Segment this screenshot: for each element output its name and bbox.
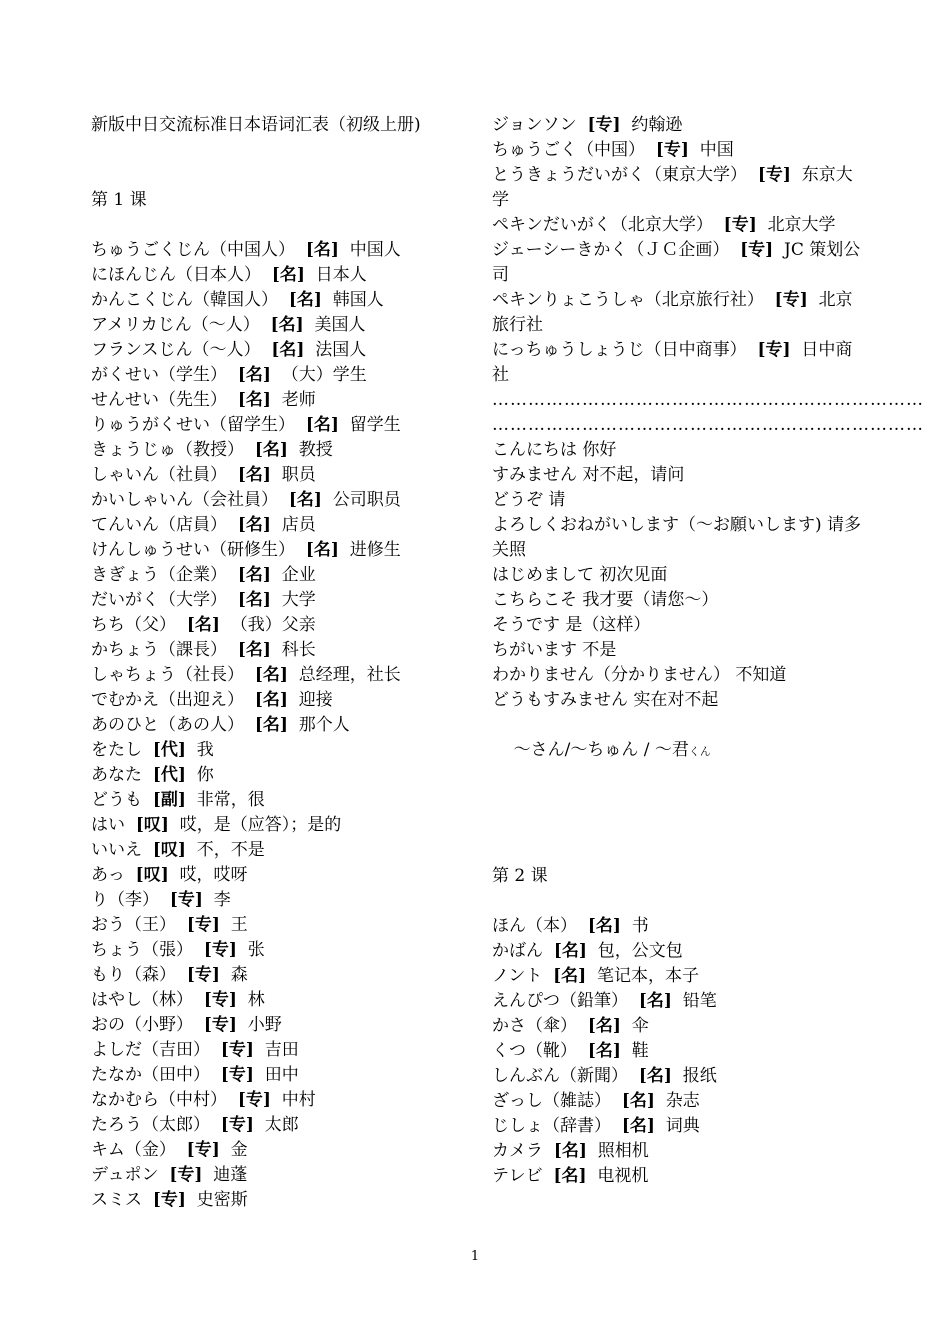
vocab-entry [492, 163, 862, 213]
vocab-entry [91, 338, 461, 363]
phrase-chinese: 不是 [582, 640, 617, 660]
vocab-word: り（李） [91, 890, 159, 910]
vocab-entry [492, 288, 862, 338]
vocab-meaning: 北京大学 [767, 215, 836, 235]
part-of-speech: [专] [757, 165, 791, 185]
phrase-chinese: 我才要（请您～） [582, 590, 719, 610]
vocab-word: かんこくじん（韓国人） [91, 290, 278, 310]
part-of-speech: [名] [621, 1091, 655, 1111]
phrase-entry [492, 613, 862, 638]
vocab-meaning: 日中商社 [492, 340, 853, 385]
vocab-meaning: 中村 [281, 1090, 316, 1110]
vocab-meaning: 鞋 [631, 1041, 649, 1061]
vocab-word: もり（森） [91, 965, 176, 985]
phrase-japanese: どうもすみません [492, 690, 628, 710]
part-of-speech: [专] [169, 1165, 203, 1185]
part-of-speech: [专] [186, 915, 220, 935]
vocab-word: ちゅうごく（中国） [492, 140, 645, 160]
phrase-entry [492, 638, 862, 663]
phrase-chinese: 请多关照 [492, 515, 862, 560]
lesson-1-heading: 第 1 课 [91, 190, 147, 210]
vocab-word: がくせい（学生） [91, 365, 227, 385]
part-of-speech: [专] [220, 1115, 254, 1135]
vocab-entry [492, 1039, 862, 1064]
vocab-meaning: 杂志 [665, 1091, 700, 1111]
part-of-speech: [名] [254, 440, 288, 460]
vocab-entry [492, 939, 862, 964]
vocab-entry [91, 313, 461, 338]
phrase-japanese: そうです [492, 615, 560, 635]
vocab-word: じしょ（辞書） [492, 1116, 611, 1136]
vocab-entry [91, 388, 461, 413]
phrase-japanese: こちらこそ [492, 590, 577, 610]
vocab-word: かばん [492, 941, 543, 961]
vocab-entry [492, 1114, 862, 1139]
phrase-chinese: 对不起，请问 [582, 465, 685, 485]
vocab-entry [91, 238, 461, 263]
vocab-entry [492, 1089, 862, 1114]
vocab-meaning: 留学生 [349, 415, 401, 435]
part-of-speech: [名] [237, 390, 271, 410]
part-of-speech: [专] [152, 1190, 186, 1210]
vocab-entry [91, 938, 461, 963]
vocab-entry [91, 1113, 461, 1138]
part-of-speech: [名] [553, 1166, 587, 1186]
part-of-speech: [名] [638, 1066, 672, 1086]
vocab-entry [91, 1188, 461, 1213]
vocab-word: くつ（靴） [492, 1041, 577, 1061]
vocab-meaning: 那个人 [298, 715, 350, 735]
vocab-word: けんしゅうせい（研修生） [91, 540, 295, 560]
vocab-word: きょうじゅ（教授） [91, 440, 244, 460]
vocab-meaning: 约翰逊 [631, 115, 683, 135]
vocab-entry [91, 1038, 461, 1063]
vocab-word: ほん（本） [492, 916, 577, 936]
vocab-word: でむかえ（出迎え） [91, 690, 244, 710]
vocab-meaning: 你 [196, 765, 214, 785]
vocab-word: しゃいん（社員） [91, 465, 227, 485]
part-of-speech: [名] [305, 415, 339, 435]
part-of-speech: [名] [553, 966, 587, 986]
vocab-word: ジョンソン [492, 115, 577, 135]
part-of-speech: [名] [553, 1141, 587, 1161]
vocab-meaning: 科长 [281, 640, 316, 660]
separator-dots: ……………………………………………………………… [492, 390, 924, 410]
vocab-meaning: 张 [247, 940, 265, 960]
part-of-speech: [专] [203, 990, 237, 1010]
vocab-entry [91, 363, 461, 388]
phrase-entry [492, 438, 862, 463]
vocab-word: デュポン [91, 1165, 159, 1185]
vocab-meaning: 中国 [699, 140, 734, 160]
lesson-2-vocab-list [492, 914, 862, 1189]
vocab-meaning: 包，公文包 [597, 941, 683, 961]
part-of-speech: [专] [774, 290, 808, 310]
phrase-entry [492, 663, 862, 688]
vocab-entry [492, 338, 862, 388]
vocab-word: てんいん（店員） [91, 515, 227, 535]
vocab-meaning: 金 [230, 1140, 248, 1160]
vocab-word: フランスじん（～人） [91, 340, 261, 360]
vocab-word: かちょう（課長） [91, 640, 227, 660]
part-of-speech: [名] [254, 690, 288, 710]
document-title: 新版中日交流标准日本语词汇表（初级上册) [91, 115, 421, 135]
vocab-meaning: 伞 [631, 1016, 649, 1036]
vocab-entry [91, 913, 461, 938]
vocab-entry [91, 788, 461, 813]
vocab-meaning: 职员 [281, 465, 316, 485]
vocab-word: おの（小野） [91, 1015, 193, 1035]
vocab-meaning: 日本人 [315, 265, 367, 285]
part-of-speech: [名] [254, 665, 288, 685]
vocab-word: にほんじん（日本人） [91, 265, 261, 285]
part-of-speech: [名] [305, 240, 339, 260]
suffix-ruby: くん [688, 745, 711, 758]
vocab-entry [91, 413, 461, 438]
vocab-meaning: 铅笔 [682, 991, 717, 1011]
part-of-speech: [名] [638, 991, 672, 1011]
vocab-meaning: 企业 [281, 565, 316, 585]
lesson-1-phrase-list [492, 438, 862, 713]
vocab-word: ちょう（張） [91, 940, 193, 960]
part-of-speech: [名] [270, 315, 304, 335]
phrase-japanese: すみません [492, 465, 577, 485]
vocab-word: おう（王） [91, 915, 176, 935]
vocab-entry [91, 763, 461, 788]
vocab-entry [492, 213, 862, 238]
vocab-entry [91, 513, 461, 538]
vocab-meaning: 北京旅行社 [492, 290, 853, 335]
vocab-entry [91, 438, 461, 463]
part-of-speech: [专] [220, 1065, 254, 1085]
vocab-meaning: 哎，是（应答）；是的 [179, 815, 342, 835]
vocab-entry [91, 638, 461, 663]
vocab-entry [91, 888, 461, 913]
vocab-word: だいがく（大学） [91, 590, 227, 610]
vocab-word: たろう（太郎） [91, 1115, 210, 1135]
vocab-meaning: 哎，哎呀 [179, 865, 248, 885]
vocab-meaning: 田中 [264, 1065, 299, 1085]
vocab-word: りゅうがくせい（留学生） [91, 415, 295, 435]
part-of-speech: [名] [237, 640, 271, 660]
vocab-entry [492, 1164, 862, 1189]
vocab-word: はやし（林） [91, 990, 193, 1010]
vocab-entry [492, 238, 862, 288]
vocab-word: ちち（父） [91, 615, 176, 635]
vocab-word: たなか（田中） [91, 1065, 210, 1085]
vocab-word: しんぶん（新聞） [492, 1066, 628, 1086]
vocab-word: アメリカじん（～人） [91, 315, 260, 335]
vocab-meaning: 东京大学 [492, 165, 853, 210]
part-of-speech: [专] [237, 1090, 271, 1110]
phrase-chinese: 请 [548, 490, 566, 510]
phrase-entry [492, 463, 862, 488]
vocab-word: カメラ [492, 1141, 543, 1161]
vocab-meaning: JC 策划公司 [492, 240, 861, 285]
part-of-speech: [代] [152, 740, 186, 760]
vocab-entry [91, 588, 461, 613]
phrase-japanese: よろしくおねがいします（～お願いします) [492, 515, 822, 535]
part-of-speech: [专] [757, 340, 791, 360]
phrase-chinese: 实在对不起 [633, 690, 719, 710]
part-of-speech: [专] [203, 1015, 237, 1035]
vocab-entry [91, 488, 461, 513]
phrase-japanese: はじめまして [492, 565, 594, 585]
vocab-meaning: 报纸 [682, 1066, 717, 1086]
vocab-word: あっ [91, 865, 125, 885]
vocab-entry [91, 463, 461, 488]
vocab-entry [91, 663, 461, 688]
vocab-meaning: 大学 [281, 590, 316, 610]
vocab-meaning: 林 [247, 990, 265, 1010]
phrase-japanese: わかりません（分かりません） [492, 665, 730, 685]
part-of-speech: [名] [271, 340, 305, 360]
lesson-2-heading: 第 2 课 [492, 866, 548, 886]
lesson-1-vocab-continued [492, 113, 862, 388]
part-of-speech: [名] [587, 1016, 621, 1036]
part-of-speech: [名] [621, 1116, 655, 1136]
vocab-word: ペキンだいがく（北京大学） [492, 215, 713, 235]
vocab-meaning: 电视机 [597, 1166, 649, 1186]
part-of-speech: [名] [587, 916, 621, 936]
vocab-word: なかむら（中村） [91, 1090, 227, 1110]
vocab-meaning: 老师 [281, 390, 316, 410]
vocab-word: かさ（傘） [492, 1016, 577, 1036]
part-of-speech: [专] [723, 215, 757, 235]
vocab-entry [91, 538, 461, 563]
vocab-word: ちゅうごくじん（中国人） [91, 240, 295, 260]
part-of-speech: [名] [237, 465, 271, 485]
part-of-speech: [名] [305, 540, 339, 560]
vocab-word: あなた [91, 765, 142, 785]
part-of-speech: [副] [152, 790, 186, 810]
vocab-word: えんぴつ（鉛筆） [492, 991, 628, 1011]
part-of-speech: [专] [655, 140, 689, 160]
phrase-chinese: 你好 [582, 440, 617, 460]
vocab-entry [91, 838, 461, 863]
vocab-meaning: 中国人 [349, 240, 401, 260]
vocab-entry [91, 988, 461, 1013]
vocab-meaning: 笔记本，本子 [597, 966, 700, 986]
right-column [492, 113, 924, 1189]
vocab-meaning: 我 [196, 740, 214, 760]
vocab-meaning: 森 [230, 965, 248, 985]
vocab-entry [91, 688, 461, 713]
phrase-entry [492, 588, 862, 613]
lesson-1-vocab-list [91, 238, 461, 1213]
vocab-entry [91, 1063, 461, 1088]
vocab-meaning: 迪蓬 [213, 1165, 248, 1185]
vocab-entry [91, 738, 461, 763]
vocab-entry [91, 1013, 461, 1038]
vocab-entry [91, 563, 461, 588]
vocab-word: かいしゃいん（会社員） [91, 490, 278, 510]
vocab-entry [492, 113, 862, 138]
phrase-chinese: 是（这样） [565, 615, 651, 635]
vocab-word: きぎょう（企業） [91, 565, 227, 585]
phrase-entry [492, 688, 862, 713]
part-of-speech: [专] [740, 240, 774, 260]
page-number: 1 [470, 1249, 480, 1264]
vocab-entry [492, 964, 862, 989]
vocab-meaning: 小野 [247, 1015, 282, 1035]
vocab-meaning: 总经理，社长 [298, 665, 401, 685]
vocab-meaning: 史密斯 [196, 1190, 248, 1210]
part-of-speech: [名] [271, 265, 305, 285]
phrase-japanese: こんにちは [492, 440, 577, 460]
vocab-entry [91, 263, 461, 288]
vocab-word: ペキンりょこうしゃ（北京旅行社） [492, 290, 764, 310]
part-of-speech: [叹] [135, 865, 169, 885]
vocab-word: ジェーシーきかく（ＪＣ企画） [492, 240, 730, 260]
part-of-speech: [名] [254, 715, 288, 735]
part-of-speech: [叹] [152, 840, 186, 860]
part-of-speech: [叹] [135, 815, 169, 835]
vocab-entry [492, 138, 862, 163]
phrase-japanese: どうぞ [492, 490, 543, 510]
vocab-word: にっちゅうしょうじ（日中商事） [492, 340, 747, 360]
vocab-meaning: 照相机 [597, 1141, 649, 1161]
part-of-speech: [专] [186, 965, 220, 985]
vocab-entry [91, 713, 461, 738]
vocab-entry [91, 813, 461, 838]
vocab-entry [91, 1163, 461, 1188]
part-of-speech: [专] [203, 940, 237, 960]
vocab-meaning: 美国人 [314, 315, 366, 335]
vocab-word: いいえ [91, 840, 142, 860]
vocab-entry [91, 288, 461, 313]
vocab-meaning: 太郎 [264, 1115, 299, 1135]
part-of-speech: [名] [237, 565, 271, 585]
vocab-meaning: 法国人 [315, 340, 367, 360]
part-of-speech: [专] [186, 1140, 220, 1160]
vocab-meaning: 不，不是 [196, 840, 265, 860]
part-of-speech: [专] [220, 1040, 254, 1060]
vocab-entry [492, 1014, 862, 1039]
vocab-meaning: 韩国人 [332, 290, 384, 310]
part-of-speech: [名] [553, 941, 587, 961]
part-of-speech: [名] [587, 1041, 621, 1061]
vocab-meaning: 王 [230, 915, 248, 935]
part-of-speech: [代] [152, 765, 186, 785]
vocab-word: ノント [492, 966, 543, 986]
part-of-speech: [专] [169, 890, 203, 910]
part-of-speech: [专] [587, 115, 621, 135]
vocab-meaning: 非常，很 [196, 790, 265, 810]
part-of-speech: [名] [237, 515, 271, 535]
part-of-speech: [名] [237, 590, 271, 610]
vocab-word: あのひと（あの人） [91, 715, 244, 735]
part-of-speech: [名] [288, 490, 322, 510]
vocab-word: とうきょうだいがく（東京大学） [492, 165, 747, 185]
vocab-meaning: （大）学生 [281, 365, 367, 385]
vocab-meaning: 进修生 [349, 540, 401, 560]
vocab-meaning: 书 [631, 916, 649, 936]
vocab-meaning: 迎接 [298, 690, 333, 710]
vocab-word: をたし [91, 740, 142, 760]
vocab-word: せんせい（先生） [91, 390, 227, 410]
vocab-entry [91, 863, 461, 888]
vocab-entry [492, 989, 862, 1014]
phrase-japanese: ちがいます [492, 640, 577, 660]
vocab-word: よしだ（吉田） [91, 1040, 210, 1060]
part-of-speech: [名] [288, 290, 322, 310]
left-column [91, 113, 461, 1213]
vocab-meaning: 李 [213, 890, 231, 910]
vocab-meaning: 教授 [298, 440, 333, 460]
vocab-word: テレビ [492, 1166, 543, 1186]
phrase-chinese: 不知道 [735, 665, 787, 685]
vocab-entry [492, 1064, 862, 1089]
vocab-entry [91, 963, 461, 988]
vocab-word: はい [91, 815, 125, 835]
vocab-meaning: 吉田 [264, 1040, 299, 1060]
vocab-meaning: 店员 [281, 515, 316, 535]
vocab-entry [91, 613, 461, 638]
vocab-word: ざっし（雑誌） [492, 1091, 611, 1111]
suffix-line: ～さん/～ちゅん / ～君くん [513, 740, 711, 760]
vocab-entry [492, 914, 862, 939]
vocab-word: しゃちょう（社長） [91, 665, 244, 685]
vocab-entry [492, 1139, 862, 1164]
part-of-speech: [名] [186, 615, 220, 635]
phrase-entry [492, 563, 862, 588]
phrase-entry [492, 513, 862, 563]
part-of-speech: [名] [237, 365, 271, 385]
vocab-meaning: （我）父亲 [230, 615, 316, 635]
vocab-word: キム（金） [91, 1140, 176, 1160]
vocab-word: スミス [91, 1190, 142, 1210]
vocab-meaning: 词典 [665, 1116, 700, 1136]
vocab-word: どうも [91, 790, 142, 810]
vocab-meaning: 公司职员 [332, 490, 401, 510]
vocab-entry [91, 1138, 461, 1163]
separator-dots-tail: ……………………………………………………………… [492, 415, 924, 435]
phrase-entry [492, 488, 862, 513]
vocab-entry [91, 1088, 461, 1113]
phrase-chinese: 初次见面 [599, 565, 668, 585]
